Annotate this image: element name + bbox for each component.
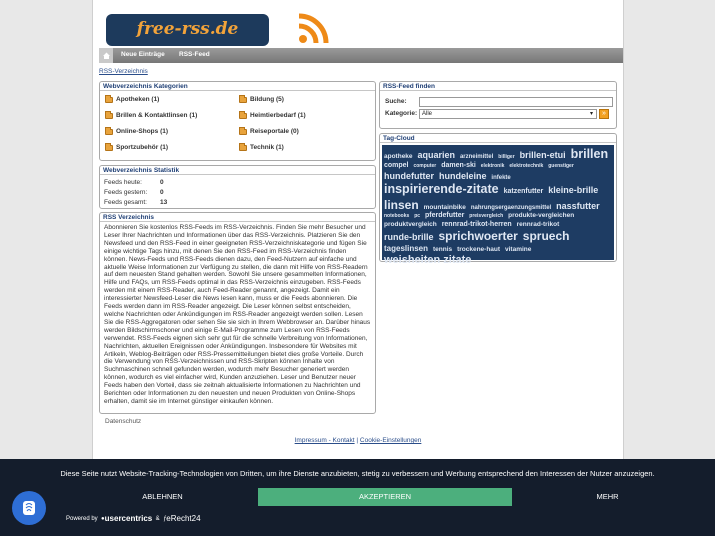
- usercentrics-logo-icon: ●: [101, 515, 105, 522]
- tag-link[interactable]: vitamine: [505, 245, 532, 253]
- search-submit-button[interactable]: »: [599, 109, 609, 119]
- tag-link[interactable]: nassfutter: [556, 200, 600, 211]
- tag-link[interactable]: nahrungsergaenzungsmittel: [470, 204, 552, 211]
- folder-icon: [239, 129, 247, 135]
- tag-link[interactable]: notebooks: [384, 213, 410, 220]
- category-reiseportale[interactable]: Reiseportale (0): [239, 128, 299, 135]
- footer-separator: |: [356, 437, 359, 444]
- tag-link[interactable]: produkte-vergleichen: [508, 212, 575, 220]
- category-apotheken[interactable]: Apotheken (1): [105, 96, 159, 103]
- search-input[interactable]: [419, 97, 613, 107]
- category-select[interactable]: Alle ▾: [419, 109, 597, 119]
- chevron-down-icon: ▾: [589, 111, 593, 117]
- tagcloud: [382, 145, 614, 267]
- tag-link[interactable]: infekte: [491, 174, 511, 181]
- category-online-shops[interactable]: Online-Shops (1): [105, 128, 168, 135]
- cookie-settings-link[interactable]: Cookie-Einstellungen: [359, 437, 422, 444]
- statistics-box: [99, 165, 376, 209]
- folder-icon: [239, 113, 247, 119]
- tag-link[interactable]: katzenfutter: [503, 188, 544, 196]
- folder-icon: [239, 97, 247, 103]
- stat-row-total: Feeds gesamt: 13: [104, 199, 168, 206]
- home-button[interactable]: [99, 48, 113, 63]
- cookie-text: Diese Seite nutzt Website-Tracking-Technologien von Dritten, um ihre Dienste anzubieten, stetig zu verbessern und Werbung entsprechend den Interessen der Nutzer anzuzeigen.: [60, 469, 655, 478]
- main-navbar: [99, 48, 623, 63]
- category-technik[interactable]: Technik (1): [239, 144, 284, 151]
- tag-link[interactable]: tageslinsen: [384, 243, 429, 253]
- tag-link[interactable]: kleine-brille: [548, 185, 599, 196]
- tag-link[interactable]: guenstiger: [548, 163, 574, 170]
- tag-link[interactable]: rennrad-trikot-herren: [441, 220, 512, 228]
- category-heimtierbedarf[interactable]: Heimtierbedarf (1): [239, 112, 306, 119]
- nav-item-neue-eintraege[interactable]: Neue Einträge: [121, 51, 165, 58]
- breadcrumb[interactable]: RSS-Verzeichnis: [99, 68, 148, 75]
- tag-link[interactable]: elektronik: [480, 163, 505, 170]
- tag-link[interactable]: hundefutter: [384, 170, 434, 181]
- stat-row-today: Feeds heute: 0: [104, 179, 164, 186]
- impressum-link[interactable]: Impressum - Kontakt: [294, 437, 355, 444]
- category-sportzubehoer[interactable]: Sportzubehör (1): [105, 144, 168, 151]
- tag-link[interactable]: sprichwoerter: [438, 229, 518, 244]
- folder-icon: [105, 113, 113, 119]
- site-logo[interactable]: free-rss.de: [106, 14, 269, 46]
- page-container: [92, 0, 624, 460]
- tag-link[interactable]: aquarien: [417, 150, 456, 160]
- folder-icon: [239, 145, 247, 151]
- tag-link[interactable]: damen-ski: [441, 162, 476, 170]
- tag-link[interactable]: trockene-haut: [457, 245, 501, 253]
- tagcloud-box: [379, 133, 617, 267]
- tag-link[interactable]: brillen-etui: [519, 150, 566, 160]
- tag-link[interactable]: apotheke: [384, 153, 413, 160]
- tag-link[interactable]: rennrad-trikot: [516, 220, 560, 228]
- tag-link[interactable]: mountainbike: [423, 203, 466, 211]
- tag-link[interactable]: arzneimittel: [459, 154, 494, 160]
- cookie-banner: [0, 459, 715, 536]
- datenschutz-link[interactable]: Datenschutz: [105, 418, 142, 425]
- tag-link[interactable]: runde-brille: [384, 232, 434, 243]
- folder-icon: [105, 97, 113, 103]
- tag-link[interactable]: compel: [384, 162, 409, 170]
- decline-button[interactable]: ABLEHNEN: [142, 492, 183, 501]
- tag-link[interactable]: linsen: [384, 197, 419, 212]
- feed-finder-box: [379, 81, 617, 129]
- rss-logo-icon: [295, 12, 330, 47]
- site-header: [93, 0, 623, 48]
- fingerprint-icon[interactable]: [12, 491, 46, 525]
- tag-link[interactable]: computer: [413, 163, 437, 170]
- about-box: [99, 212, 376, 414]
- category-bildung[interactable]: Bildung (5): [239, 96, 284, 103]
- tag-link[interactable]: tennis: [432, 245, 453, 253]
- tag-link[interactable]: pc: [414, 213, 421, 220]
- tag-link[interactable]: inspirierende-zitate: [384, 182, 499, 197]
- about-text: Abonnieren Sie kostenlos RSS-Feeds im RSS-Verzeichnis. Finden Sie mehr Besucher und Leser Ihrer Nachrichten und Informationen über das RSS-Verzeichnis. Platzieren Sie den Newsfeed und den RSS-Feed in einer geeigneten RSS-Verzeichniskategorie und fügen Sie einige wichtige Tags hinzu, mit denen Sie den RSS-Feed im RSS-Verzeichnis finden können. News-Feeds und RSS-Feeds dienen dazu, den Feed-Nutzern auf einfache und aktuelle Weise Informationen zur Verfügung zu stellen, die dann mit Hilfe von RSS-Readern auf dem neuesten Stand gehalten werden. Sowohl Sie unsere gesammelten Informationen, Hilfe und FAQs, um RSS-Feeds optimal in das RSS-Verzeichnis einzugeben. RSS-Feeds werden mit einem RSS-Reader, auch Feed-Reader genannt, angezeigt. Damit ein interessierter Newsfeed-Leser die News lesen kann, muss er die Feeds abonnieren. Die Feeds werden dann im RSS-Reader angezeigt. Die Leser können selbst entscheiden, welche Nachrichten oder Ankündigungen im RSS-Reader angezeigt werden sollen. Lesen Sie die RSS-Aggregatoren oder sehen Sie sie sich in Ihrem Webbrowser an. Darüber hinaus werden Bildschirmschoner und einige E-Mail-Programme zum Lesen von RSS-Feeds verwendet. RSS-Feeds eignen sich sehr gut für die schnelle Verbreitung von Informationen, Nachrichten, aktuellen Ereignissen oder Ankündigungen. Insbesondere für Websites mit Artikeln, Weblog-Beiträgen oder RSS-Pressemitteilungen bietet dies große Vorteile. Durch die Verwendung von RSS-Verzeichnissen und RSS-Skripten können Inhalte von Suchmaschinen schnell gefunden werden, wodurch mehr Besucher generiert werden können, wodurch es viel einfacher wird, Kunden anzuziehen. Leser und Benutzer neuer Feeds haben den Vorteil, dass sie zeitnah aktualisierte Informationen zu Nachrichten und Berichten oder Informationen zu den neuesten und neuen Produkten von Online-Shops erhalten, damit sie im Internet günstiger einkaufen können.: [104, 224, 371, 405]
- categories-box: [99, 81, 376, 161]
- nav-item-rss-feed[interactable]: RSS-Feed: [179, 51, 210, 58]
- more-button[interactable]: MEHR: [596, 492, 619, 501]
- footer-links: [93, 437, 623, 444]
- powered-by: Powered by ● usercentrics & ƒ eRecht24: [66, 514, 201, 523]
- statistics-title: Webverzeichnis Statistik: [100, 166, 375, 175]
- tag-link[interactable]: produktvergleich: [384, 220, 437, 228]
- tag-link[interactable]: hundeleine: [438, 170, 487, 181]
- tagcloud-title: Tag-Cloud: [380, 134, 616, 143]
- category-brillen[interactable]: Brillen & Kontaktlinsen (1): [105, 112, 197, 119]
- accept-button[interactable]: AKZEPTIEREN: [258, 488, 512, 506]
- stat-row-yesterday: Feeds gestern: 0: [104, 189, 164, 196]
- tag-link[interactable]: weisheiten zitate: [384, 254, 472, 267]
- tag-link[interactable]: pferdefutter: [425, 212, 465, 220]
- tag-link[interactable]: billiger: [498, 154, 515, 160]
- tag-link[interactable]: spruech: [522, 229, 570, 244]
- category-label: Kategorie:: [385, 110, 418, 117]
- home-icon: [102, 51, 111, 60]
- tag-link[interactable]: brillen: [570, 147, 609, 161]
- folder-icon: [105, 129, 113, 135]
- about-title: RSS Verzeichnis: [100, 213, 375, 222]
- erecht24-logo-icon: ƒ: [162, 515, 167, 522]
- tag-link[interactable]: elektrotechnik: [509, 163, 544, 170]
- folder-icon: [105, 145, 113, 151]
- search-label: Suche:: [385, 98, 407, 105]
- categories-title: Webverzeichnis Kategorien: [100, 82, 375, 91]
- tag-link[interactable]: preisvergleich: [469, 213, 504, 220]
- feed-finder-title: RSS-Feed finden: [380, 82, 616, 91]
